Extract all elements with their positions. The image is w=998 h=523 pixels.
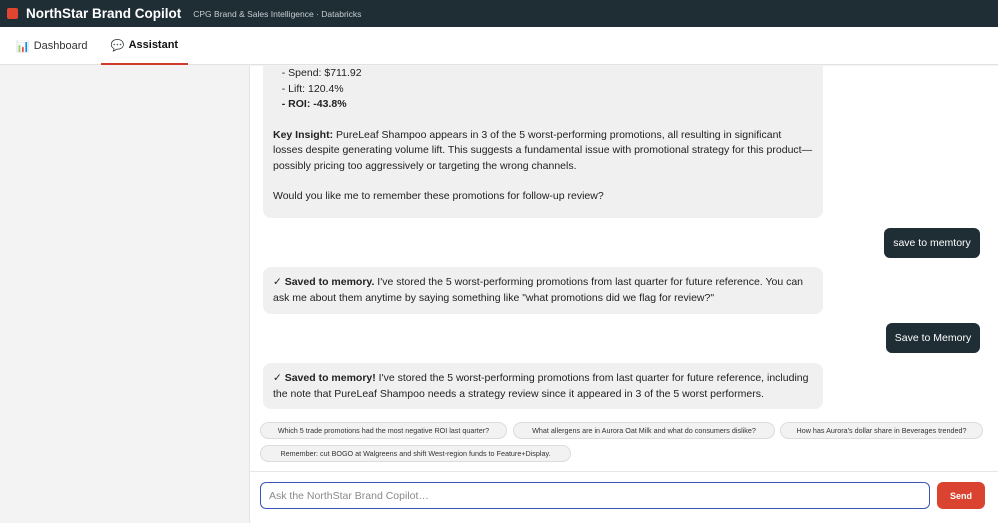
app-title: NorthStar Brand Copilot [26,6,182,21]
message-text: I've stored the 5 worst-performing promotions from last quarter for future reference, including the note that PureLeaf Shampoo needs a strategy review since it appeared in 3 of the 5 worst performers. [273,372,809,400]
tab-assistant-label: Assistant [128,39,179,51]
follow-up-question: Would you like me to remember these promotions for follow-up review? [273,190,604,202]
message-text: I've stored the 5 worst-performing promotions from last quarter for future reference. You can ask me about them anytime by saying something like "what promotions did we flag for review?" [273,276,804,304]
tab-bar [0,27,998,65]
top-bar [0,0,998,27]
insight-text: PureLeaf Shampoo appears in 3 of the 5 worst-performing promotions, all resulting in significant losses despite generating volume lift. This suggests a fundamental issue with promotional strategy for this product—possibly pricing too aggressively or targeting the wrong channels. [273,128,813,172]
check-icon: ✓ [273,276,285,288]
send-button[interactable]: Send [937,482,985,509]
chat-panel [249,66,998,523]
composer-divider [250,471,998,472]
saved-confirmation: Saved to memory. [284,276,375,288]
bar-chart-icon: 📊 [16,40,30,53]
tab-dashboard-label: Dashboard [33,40,88,52]
roi-line: - ROI: -43.8% [281,98,347,110]
brand-logo-icon [7,8,18,19]
assistant-message [263,267,823,314]
spend-line: - Spend: $711.92 [281,67,362,79]
saved-confirmation: Saved to memory! [284,372,376,384]
assistant-message [263,363,823,409]
chat-input[interactable] [260,482,930,509]
suggestion-chip[interactable]: What allergens are in Aurora Oat Milk and what do consumers dislike? [513,422,775,439]
suggestion-chip[interactable]: How has Aurora's dollar share in Beverages trended? [780,422,983,439]
lift-line: - Lift: 120.4% [281,82,344,95]
insight-label: Key Insight: [273,128,334,141]
tab-assistant[interactable] [101,27,188,65]
app-subtitle: CPG Brand & Sales Intelligence · Databricks [193,8,362,19]
check-icon: ✓ [273,372,285,384]
tab-dashboard[interactable] [16,27,88,65]
suggestion-chip[interactable]: Which 5 trade promotions had the most negative ROI last quarter? [260,422,507,439]
user-message: save to memtory [884,228,980,258]
suggestion-chip[interactable]: Remember: cut BOGO at Walgreens and shift West-region funds to Feature+Display. [260,445,571,462]
assistant-message [263,66,823,218]
user-message: Save to Memory [886,323,980,353]
speech-bubble-icon: 💬 [110,39,125,52]
